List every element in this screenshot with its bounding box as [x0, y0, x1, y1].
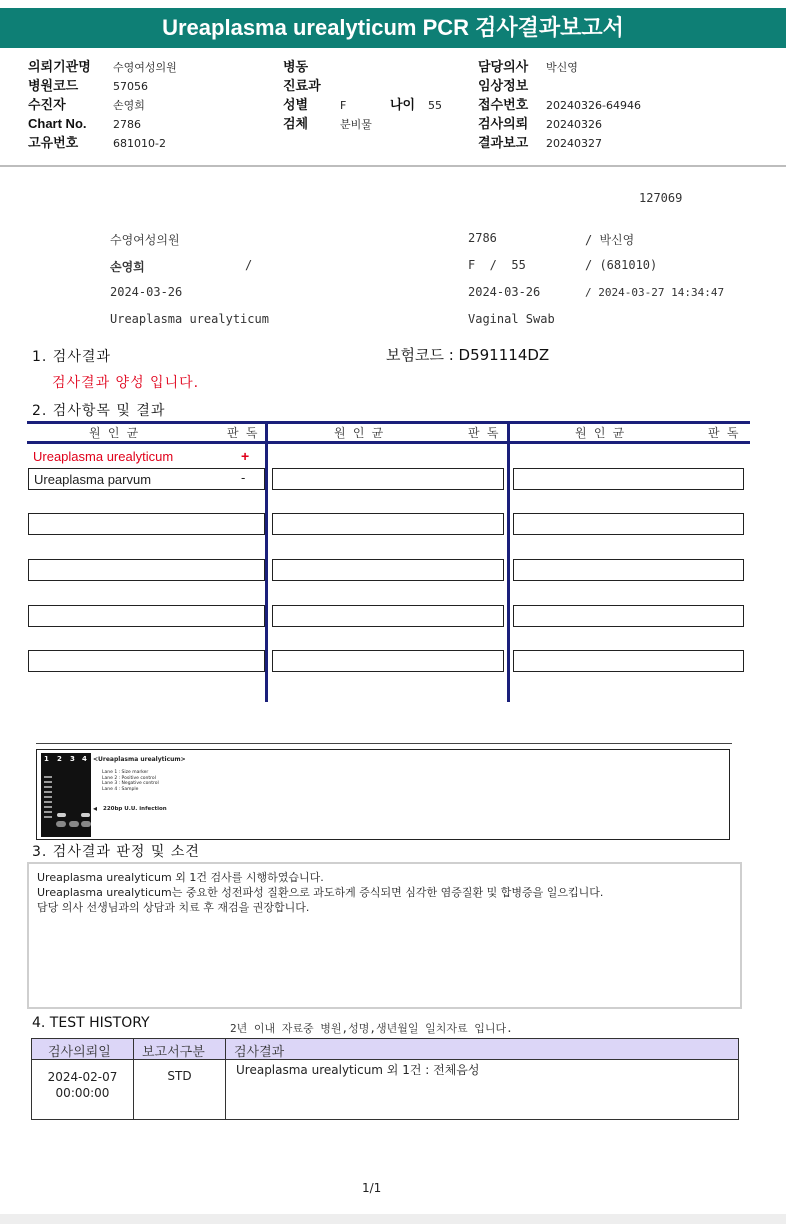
- gel-legend: [102, 770, 159, 792]
- gel-band: [56, 821, 66, 827]
- empty-result-cell: [28, 513, 265, 535]
- section-3-title: 3. 검사결과 판정 및 소견: [32, 844, 200, 860]
- summary-date-1: 2024-03-26: [110, 285, 183, 299]
- result-table-header: [27, 421, 750, 445]
- field-value: 박신영: [546, 61, 578, 74]
- summary-doctor: / 박신영: [585, 233, 635, 247]
- history-date: 2024-02-07: [47, 1070, 118, 1084]
- history-header-cell: 검사의뢰일: [48, 1045, 111, 1060]
- col-header-judgment: 판 독: [227, 426, 258, 440]
- header-field: [283, 56, 463, 75]
- field-label: 수진자: [28, 97, 66, 112]
- history-note: 2년 이내 자료중 병원,성명,생년월일 일치자료 입니다.: [230, 1022, 513, 1035]
- section-4-title: 4. TEST HISTORY: [32, 1015, 150, 1031]
- opinion-text: [37, 870, 603, 915]
- opinion-box: [27, 862, 742, 1009]
- field-value: 20240327: [546, 137, 602, 150]
- field-label: 검체: [283, 116, 309, 131]
- field-value: 분비물: [340, 118, 372, 131]
- gel-legend-item: Lane 2 : Positive control: [102, 775, 156, 781]
- col-header-judgment: 판 독: [708, 426, 739, 440]
- empty-result-cell: [28, 605, 265, 627]
- empty-result-cell: [272, 650, 504, 672]
- empty-result-cell: [513, 468, 744, 490]
- gel-top-rule: [36, 743, 732, 744]
- history-table: [31, 1038, 739, 1120]
- header-field: [283, 94, 463, 113]
- field-label: 진료과: [283, 78, 321, 93]
- section-2-title: 2. 검사항목 및 결과: [32, 403, 166, 419]
- empty-result-cell: [513, 605, 744, 627]
- lane-number: 1: [44, 755, 49, 763]
- empty-result-cell: [272, 513, 504, 535]
- summary-hospital: 수영여성의원: [110, 233, 180, 247]
- history-date-cell: [32, 1060, 133, 1101]
- gel-band: [81, 813, 90, 817]
- result-row-positive: [29, 448, 263, 468]
- field-label: 의뢰기관명: [28, 59, 91, 74]
- field-value: 681010-2: [113, 137, 166, 150]
- field-label: 병동: [283, 59, 309, 74]
- header-col-1: [28, 56, 258, 151]
- header-field: [478, 75, 738, 94]
- page-footer-strip: [0, 1214, 786, 1224]
- header-field: [478, 132, 738, 151]
- header-field: [28, 94, 258, 113]
- empty-result-cell: [28, 650, 265, 672]
- table-header-rule: [27, 441, 750, 444]
- gel-legend-item: Lane 1 : Size marker: [102, 770, 149, 775]
- field-value: 57056: [113, 80, 148, 93]
- age-label: 나이: [390, 97, 416, 112]
- gel-band: [81, 821, 91, 827]
- header-col-2: [283, 56, 463, 132]
- document-number: 127069: [639, 191, 683, 205]
- section-1-title: 1. 검사결과: [32, 349, 111, 365]
- band-label: 220bp U.U. infection: [103, 806, 167, 812]
- header-field: [28, 132, 258, 151]
- history-header-cell: 검사결과: [234, 1045, 285, 1060]
- header-field: [478, 113, 738, 132]
- lane-number: 4: [82, 755, 87, 763]
- empty-result-cell: [272, 559, 504, 581]
- pathogen-name: Ureaplasma urealyticum: [33, 449, 174, 464]
- opinion-line: 담당 의사 선생님과의 상담과 치료 후 재검을 권장합니다.: [37, 901, 310, 914]
- field-value: 손영희: [113, 99, 145, 112]
- header-field: [283, 75, 463, 94]
- field-label: 검사의뢰: [478, 116, 529, 131]
- field-value: 20240326: [546, 118, 602, 131]
- gel-image: [41, 753, 91, 837]
- col-header-pathogen: 원 인 균: [89, 426, 139, 440]
- history-header-row: [32, 1039, 738, 1060]
- gel-legend-item: Lane 4 : Sample: [102, 786, 139, 792]
- field-label: 임상정보: [478, 78, 529, 93]
- summary-idno: / (681010): [585, 258, 658, 272]
- size-marker-ladder: [44, 773, 52, 819]
- judgment-value: +: [241, 448, 250, 464]
- history-bottom-rule: [32, 1119, 738, 1120]
- empty-result-cell: [272, 605, 504, 627]
- gel-band: [57, 813, 66, 817]
- col-header-pathogen: 원 인 균: [334, 426, 384, 440]
- summary-date-2: 2024-03-26: [468, 285, 541, 299]
- header-field: [478, 94, 738, 113]
- result-row: [28, 468, 265, 490]
- gel-panel: [36, 749, 730, 840]
- field-label: 성별: [283, 97, 309, 112]
- history-header-cell: 보고서구분: [142, 1045, 205, 1060]
- field-value: 2786: [113, 118, 141, 131]
- field-label: Chart No.: [28, 116, 87, 131]
- history-column-divider: [225, 1039, 226, 1120]
- summary-sex-age: F / 55: [468, 258, 526, 272]
- opinion-line: Ureaplasma urealyticum 외 1건 검사를 시행하였습니다.: [37, 871, 324, 884]
- summary-specimen: Vaginal Swab: [468, 312, 555, 326]
- gel-legend-item: Lane 3 : Negative control: [102, 781, 159, 786]
- summary-test-name: Ureaplasma urealyticum: [110, 312, 269, 326]
- result-summary: 검사결과 양성 입니다.: [52, 375, 200, 391]
- column-divider: [265, 421, 268, 702]
- header-field: [283, 113, 463, 132]
- page-number: 1/1: [362, 1181, 382, 1195]
- header-divider: [0, 165, 786, 167]
- history-type-cell: STD: [167, 1069, 192, 1083]
- col-header-judgment: 판 독: [468, 426, 499, 440]
- report-title: Ureaplasma urealyticum PCR 검사결과보고서: [0, 8, 786, 48]
- empty-result-cell: [513, 650, 744, 672]
- history-time: 00:00:00: [55, 1086, 110, 1100]
- summary-report-datetime: / 2024-03-27 14:34:47: [585, 286, 725, 299]
- field-label: 접수번호: [478, 97, 529, 112]
- field-value: F: [340, 99, 347, 112]
- summary-separator: /: [245, 258, 253, 272]
- lane-number: 3: [70, 755, 75, 763]
- field-value: 수영여성의원: [113, 61, 177, 74]
- header-col-3: [478, 56, 738, 151]
- pathogen-name: Ureaplasma parvum: [34, 472, 152, 487]
- summary-patient: 손영희: [110, 260, 145, 274]
- age-value: 55: [428, 99, 442, 112]
- empty-result-cell: [513, 559, 744, 581]
- header-field: [28, 75, 258, 94]
- field-label: 담당의사: [478, 59, 529, 74]
- field-label: 결과보고: [478, 135, 529, 150]
- judgment-value: -: [241, 470, 246, 485]
- empty-result-cell: [513, 513, 744, 535]
- insurance-code: 보험코드 : D591114DZ: [386, 346, 550, 364]
- field-value: 20240326-64946: [546, 99, 641, 112]
- col-header-pathogen: 원 인 균: [575, 426, 625, 440]
- history-result-cell: Ureaplasma urealyticum 외 1건 : 전체음성: [236, 1063, 480, 1077]
- header-field: [478, 56, 738, 75]
- field-label: 병원코드: [28, 78, 79, 93]
- lane-number: 2: [57, 755, 62, 763]
- opinion-line: Ureaplasma urealyticum는 중요한 성전파성 질환으로 과도하게 증식되면 심각한 염증질환 및 합병증을 일으킵니다.: [37, 886, 604, 899]
- header-field: [28, 56, 258, 75]
- arrow-icon: ◂: [93, 804, 98, 813]
- gel-band: [69, 821, 79, 827]
- field-label: 고유번호: [28, 135, 79, 150]
- empty-result-cell: [272, 468, 504, 490]
- summary-chart: 2786: [468, 231, 497, 245]
- gel-title: <Ureaplasma urealyticum>: [93, 756, 186, 763]
- empty-result-cell: [28, 559, 265, 581]
- column-divider: [507, 421, 510, 702]
- header-field: [28, 113, 258, 132]
